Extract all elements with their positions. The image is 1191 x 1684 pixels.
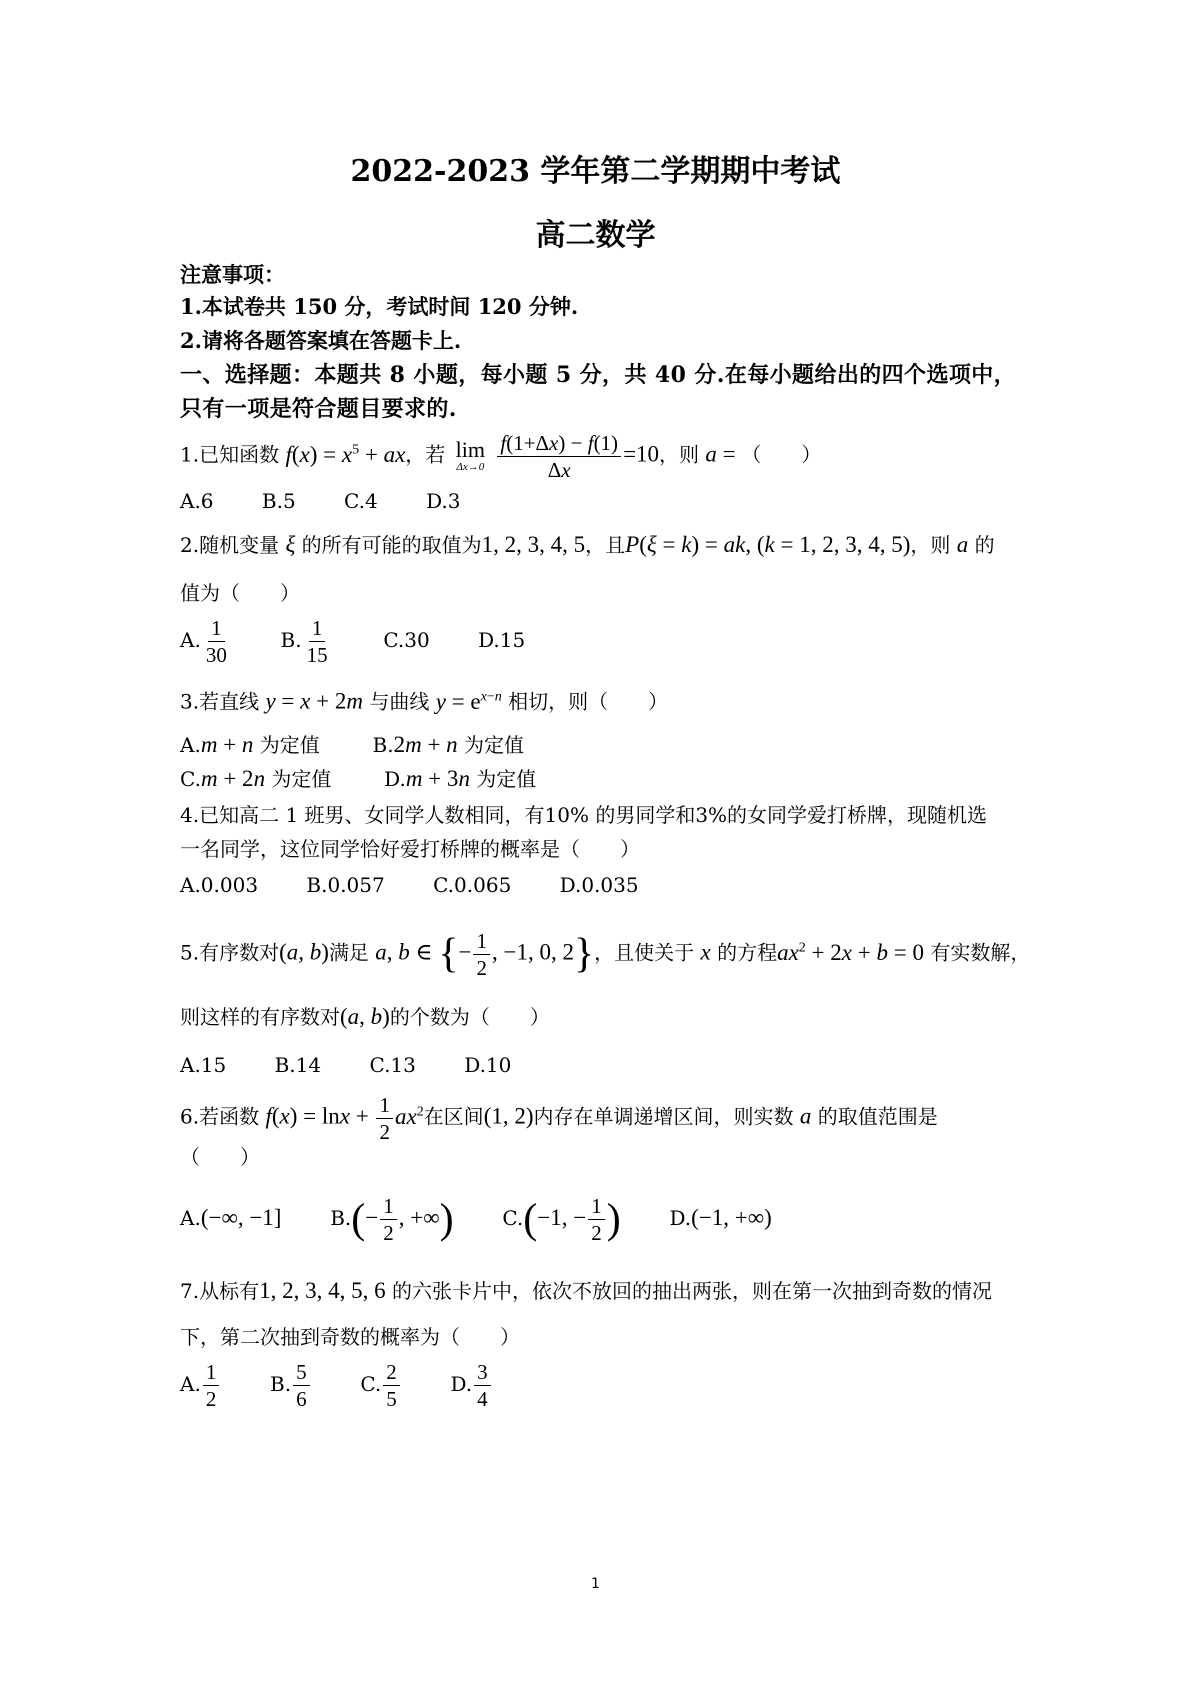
notice-item-2: 2.请将各题答案填在答题卡上. <box>180 328 462 353</box>
q4-options: A.0.003 B.0.057 C.0.065 D.0.035 <box>180 873 639 897</box>
question-4-line1: 4.已知高二 1 班男、女同学人数相同，有10% 的男同学和3%的女同学爱打桥牌，现随机选 <box>180 803 988 827</box>
question-2: 2.随机变量 ξ 的所有可能的取值为1, 2, 3, 4, 5，且P(ξ = k) = ak, (k = 1, 2, 3, 4, 5)，则 a 的 <box>180 532 995 557</box>
q1-options: A.6 B.5 C.4 D.3 <box>180 489 461 513</box>
question-7-line1: 7.从标有1, 2, 3, 4, 5, 6 的六张卡片中，依次不放回的抽出两张，则在第一次抽到奇数的情况 <box>180 1278 992 1303</box>
question-4-line2: 一名同学，这位同学恰好爱打桥牌的概率是（ ） <box>180 837 640 861</box>
question-5: 5.有序数对(a, b)满足 a, b ∈ {− $\frac{1}{2}$ , −1, 0, 2}，且使关于 x 的方程$ax^2 + 2x + b = 0$ 有实数解， <box>180 928 1031 980</box>
q1-fraction: $\frac{f(1+\Delta x) - f(1)}{\Delta x}$ <box>497 430 621 483</box>
question-7-line2: 下，第二次抽到奇数的概率为（ ） <box>180 1325 520 1349</box>
q1-function: $f(x) = x^5$ + ax <box>285 441 406 467</box>
question-3: 3.若直线 y = x + 2m 与曲线 $y = e^{x-n}$ 相切，则（ ） <box>180 688 669 714</box>
question-1: 1.已知函数 $f(x) = x^5$ + ax，若 lim Δx→0 $\frac{f(1+\Delta x) - f(1)}{\Delta x}$ =10，则 a = （ ） <box>180 430 822 482</box>
q3-options-row2: C.m + 2n 为定值 D.m + 3n 为定值 <box>180 766 537 791</box>
question-6: 6.若函数 f(x) = lnx + $\frac{1}{2}$ $ax^2$在区间(1, 2)内存在单调递增区间，则实数 a 的取值范围是 <box>180 1092 938 1144</box>
q7-option-a-fraction: $\frac{1}{2}$ <box>203 1359 220 1412</box>
question-6-line2: （ ） <box>180 1145 260 1169</box>
q1-limit: lim Δx→0 <box>455 437 485 474</box>
section-heading-line1: 一、选择题：本题共 8 小题，每小题 5 分，共 40 分.在每小题给出的四个选项中， <box>180 362 1017 388</box>
page-number: 1 <box>591 1576 600 1592</box>
question-5-line2: 则这样的有序数对(a, b)的个数为（ ） <box>180 1004 550 1029</box>
q6-option-b-fraction: $\frac{1}{2}$ <box>380 1193 397 1246</box>
section-heading-line2: 只有一项是符合题目要求的. <box>180 396 457 422</box>
q6-fraction: $\frac{1}{2}$ <box>376 1092 393 1145</box>
exam-subject: 高二数学 <box>535 218 656 253</box>
q5-fraction: $\frac{1}{2}$ <box>473 928 490 981</box>
q2-fraction-a: $\frac{1}{30}$ <box>205 616 227 667</box>
notice-item-1: 1.本试卷共 150 分，考试时间 120 分钟. <box>180 294 579 319</box>
q7-option-d-fraction: $\frac{3}{4}$ <box>474 1359 491 1412</box>
notice-heading: 注意事项： <box>180 262 285 287</box>
q7-options: A. $\frac{1}{2}$ B. $\frac{5}{6}$ C. $\frac{2}{5}$ D. $\frac{3}{4}$ <box>180 1356 1020 1412</box>
q7-option-c-fraction: $\frac{2}{5}$ <box>383 1359 400 1412</box>
q2-fraction-b: $\frac{1}{15}$ <box>306 616 328 667</box>
q2-options: A. $\frac{1}{30}$ B. $\frac{1}{15}$ C.30 D.15 <box>180 616 526 667</box>
q6-options: A.(−∞, −1] B.(− $\frac{1}{2}$ , +∞) C.(−1, − $\frac{1}{2}$ ) D.(−1, +∞) <box>180 1194 772 1245</box>
exam-title: 2022-2023 学年第二学期期中考试 <box>350 154 841 189</box>
q7-option-b-fraction: $\frac{5}{6}$ <box>293 1359 310 1412</box>
q5-options: A.15 B.14 C.13 D.10 <box>180 1053 512 1077</box>
q3-options-row1: A.m + n 为定值 B.2m + n 为定值 <box>180 732 525 757</box>
q2-line2: 值为（ ） <box>180 581 300 605</box>
q6-option-c-fraction: $\frac{1}{2}$ <box>588 1193 605 1246</box>
